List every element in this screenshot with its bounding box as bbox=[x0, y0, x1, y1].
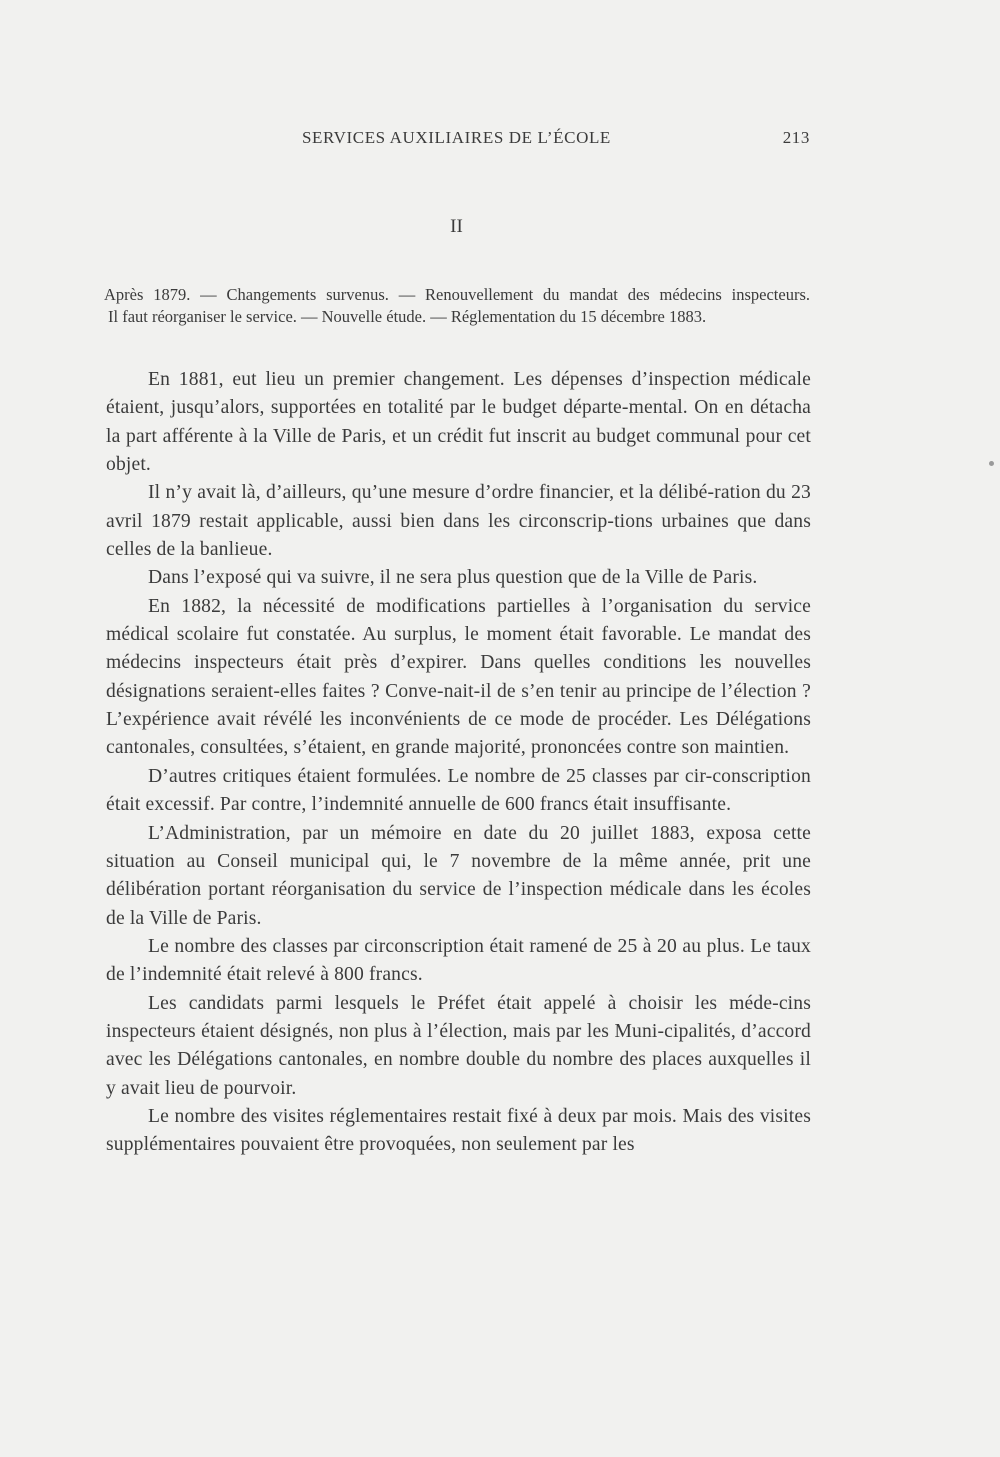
paragraph: D’autres critiques étaient formulées. Le nombre de 25 classes par cir-conscription était excessif. Par contre, l’indemnité annuelle de 600 francs était insuffisante. bbox=[106, 765, 811, 816]
body-text bbox=[106, 366, 811, 1160]
paragraph: Dans l’exposé qui va suivre, il ne sera plus question que de la Ville de Paris. bbox=[148, 567, 758, 589]
section-number: II bbox=[450, 216, 463, 237]
page-number: 213 bbox=[782, 128, 810, 147]
summary-line: Après 1879. — Changements survenus. — Renouvellement du mandat des médecins inspecteurs. bbox=[104, 285, 810, 304]
paragraph: En 1881, eut lieu un premier changement. Les dépenses d’inspection médicale étaient, jusqu’alors, supportées en totalité par le budget départe-mental. On en détacha la part afférente à la Ville de Paris, et un crédit fut inscrit au budget communal pour cet objet. bbox=[106, 369, 811, 476]
section-summary bbox=[104, 284, 810, 328]
paragraph: Le nombre des classes par circonscription était ramené de 25 à 20 au plus. Le taux de l’indemnité était relevé à 800 francs. bbox=[106, 935, 811, 986]
margin-dot bbox=[989, 461, 994, 466]
paragraph: Il n’y avait là, d’ailleurs, qu’une mesure d’ordre financier, et la délibé-ration du 23 avril 1879 restait applicable, aussi bien dans les circonscrip-tions urbaines que dans celles de la banlieue. bbox=[106, 482, 811, 561]
paragraph: L’Administration, par un mémoire en date du 20 juillet 1883, exposa cette situation au Conseil municipal qui, le 7 novembre de la même année, prit une délibération portant réorganisation du service de l’inspection médicale dans les écoles de la Ville de Paris. bbox=[106, 822, 811, 929]
paragraph: Le nombre des visites réglementaires restait fixé à deux par mois. Mais des visites supplémentaires pouvaient être provoquées, non seulement par les bbox=[106, 1105, 811, 1156]
paragraph: Les candidats parmi lesquels le Préfet était appelé à choisir les méde-cins inspecteurs étaient désignés, non plus à l’élection, mais par les Muni-cipalités, d’accord avec les Délégations cantonales, en nombre double du nombre des places auxquelles il y avait lieu de pourvoir. bbox=[106, 992, 811, 1099]
paragraph: En 1882, la nécessité de modifications partielles à l’organisation du service médical scolaire fut constatée. Au surplus, le moment était favorable. Le mandat des médecins inspecteurs était près d’expirer. Dans quelles conditions les nouvelles désignations seraient-elles faites ? Conve-nait-il de s’en tenir au principe de l’élection ? L’expérience avait révélé les inconvénients de ce mode de procéder. Les Délégations cantonales, consultées, s’étaient, en grande majorité, prononcées contre son maintien. bbox=[106, 595, 811, 759]
running-title: SERVICES AUXILIAIRES DE L’ÉCOLE bbox=[302, 128, 611, 147]
summary-line: Il faut réorganiser le service. — Nouvelle étude. — Réglementation du 15 décembre 1883. bbox=[108, 307, 707, 326]
running-head bbox=[106, 128, 810, 154]
